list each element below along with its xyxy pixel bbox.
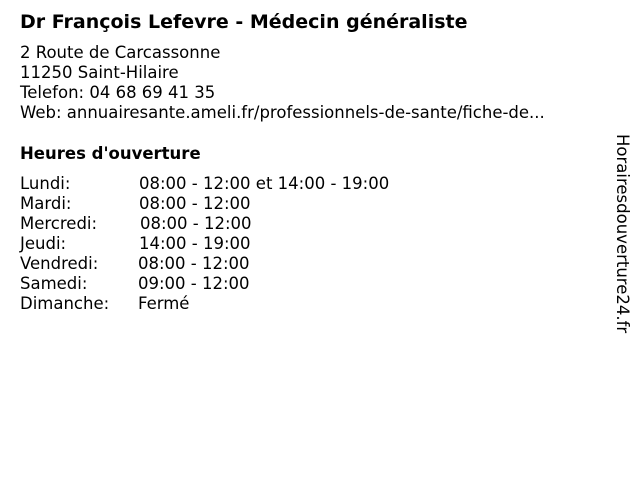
- day-label: Samedi:: [20, 274, 88, 293]
- day-hours: 08:00 - 12:00 et 14:00 - 19:00: [139, 174, 390, 193]
- day-label: Dimanche:: [20, 294, 110, 313]
- site-watermark: Horairesdouverture24.fr: [613, 134, 632, 334]
- website-link[interactable]: Web: annuairesante.ameli.fr/professionnels-de-sante/fiche-de...: [20, 103, 545, 122]
- day-hours: 08:00 - 12:00: [138, 254, 250, 273]
- opening-hours-heading: Heures d'ouverture: [20, 144, 201, 163]
- day-label: Mercredi:: [20, 214, 98, 233]
- contact-block: [20, 43, 545, 123]
- day-hours: 08:00 - 12:00: [139, 194, 251, 213]
- phone-number[interactable]: Telefon: 04 68 69 41 35: [20, 83, 216, 102]
- day-hours: 08:00 - 12:00: [140, 214, 252, 233]
- day-label: Lundi:: [20, 174, 71, 193]
- address-street: 2 Route de Carcassonne: [20, 43, 221, 62]
- day-label: Mardi:: [20, 194, 72, 213]
- day-hours: 09:00 - 12:00: [138, 274, 250, 293]
- day-label: Vendredi:: [20, 254, 99, 273]
- day-hours: Fermé: [138, 294, 190, 313]
- day-hours: 14:00 - 19:00: [139, 234, 251, 253]
- address-city: 11250 Saint-Hilaire: [20, 63, 179, 82]
- page-title: Dr François Lefevre - Médecin généraliste: [20, 11, 468, 33]
- day-label: Jeudi:: [20, 234, 67, 253]
